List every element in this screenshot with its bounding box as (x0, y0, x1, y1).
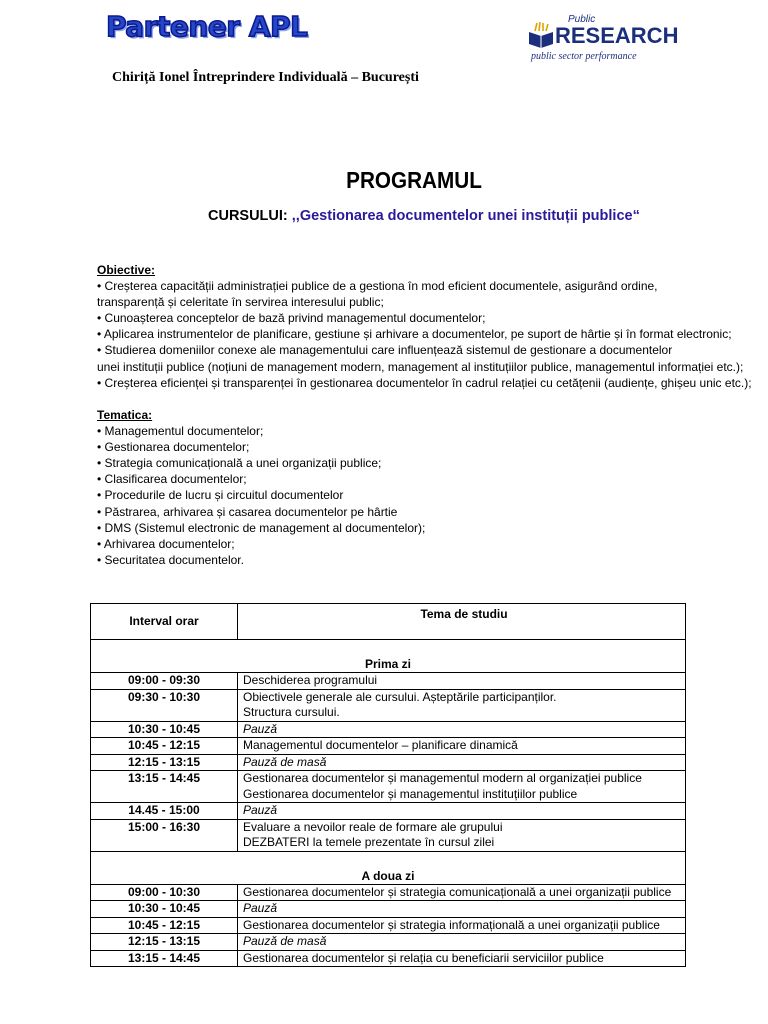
session-topic-line: Deschiderea programului (243, 673, 378, 687)
topic-line: • Păstrarea, arhivarea și casarea documentelor pe hârtie (97, 504, 398, 519)
objective-line: • Creșterea capacității administrației publice de a gestiona în mod eficient documentele, asigurând ordine, (97, 279, 658, 294)
table-row (91, 950, 686, 967)
session-topic-line: Pauză (243, 721, 278, 736)
session-topic (238, 884, 686, 901)
session-topic (238, 738, 686, 755)
objectives-heading: Obiective: (97, 263, 156, 277)
logo-research-text: RESEARCH (555, 23, 679, 48)
session-topic (238, 819, 686, 851)
time-interval: 10:45 - 12:15 (91, 917, 238, 934)
session-topic-line: Gestionarea documentelor și managementul instituțiilor publice (243, 786, 578, 801)
objective-line: • Aplicarea instrumentelor de planificare, gestiune și arhivare a documentelor, pe suport de hârtie și în format electronic; (97, 327, 732, 342)
objective-line: • Studierea domeniilor conexe ale managementului care influențează sistemul de gestionare a documentelor (97, 343, 673, 358)
time-interval: 14.45 - 15:00 (91, 803, 238, 820)
table-row (91, 901, 686, 918)
session-topic (238, 934, 686, 951)
topic-line: • DMS (Sistemul electronic de management al documentelor); (97, 520, 426, 535)
page-title: PROGRAMUL (346, 167, 482, 193)
session-topic-line: Obiectivele generale ale cursului. Așteptările participanților. (243, 689, 557, 704)
topic-line: • Securitatea documentelor. (97, 552, 244, 567)
topic-line: • Clasificarea documentelor; (97, 472, 247, 487)
time-interval: 10:30 - 10:45 (91, 901, 238, 918)
course-name: ,,Gestionarea documentelor unei instituții publice“ (291, 208, 640, 224)
table-row (91, 884, 686, 901)
table-row (91, 754, 686, 771)
time-interval: 09:00 - 09:30 (91, 673, 238, 690)
session-topic-line: Gestionarea documentelor și managementul modern al organizației publice (243, 771, 642, 785)
session-topic-line: Pauză de masă (243, 754, 327, 769)
session-topic-line: Managementul documentelor – planificare dinamică (243, 738, 518, 752)
table-row (91, 738, 686, 755)
topic-line: • Gestionarea documentelor; (97, 440, 250, 455)
session-topic (238, 917, 686, 934)
time-interval: 09:30 - 10:30 (91, 689, 238, 721)
session-topic (238, 689, 686, 721)
session-topic (238, 721, 686, 738)
topic-line: • Arhivarea documentelor; (97, 536, 235, 551)
session-topic-line: Gestionarea documentelor și strategia informațională a unei organizații publice (243, 917, 660, 932)
partener-apl-logo: Partener APL (106, 10, 308, 43)
table-row (91, 934, 686, 951)
day-header-row (91, 851, 686, 884)
session-topic-line: Pauză de masă (243, 934, 327, 948)
day-title: Prima zi (91, 640, 686, 673)
table-row (91, 721, 686, 738)
session-topic (238, 771, 686, 803)
company-name: Chiriță Ionel Întreprindere Individuală – București (112, 70, 419, 85)
objective-line: • Cunoașterea conceptelor de bază privind managementul documentelor; (97, 311, 486, 326)
session-topic-line: Gestionarea documentelor și strategia comunicațională a unei organizații publice (243, 884, 672, 899)
table-row (91, 803, 686, 820)
time-interval: 10:30 - 10:45 (91, 721, 238, 738)
table-header-row (91, 604, 686, 640)
time-interval: 13:15 - 14:45 (91, 950, 238, 967)
time-interval: 12:15 - 13:15 (91, 934, 238, 951)
topic-line: • Managementul documentelor; (97, 424, 264, 439)
session-topic-line: DEZBATERI la temele prezentate în cursul zilei (243, 835, 495, 849)
table-row (91, 673, 686, 690)
day-title: A doua zi (91, 851, 686, 884)
topic-line: • Procedurile de lucru și circuitul documentelor (97, 488, 344, 503)
logo-public-text: Public (568, 14, 596, 25)
table-row (91, 819, 686, 851)
topics-section (97, 407, 425, 568)
time-interval: 15:00 - 16:30 (91, 819, 238, 851)
open-book-icon (527, 22, 555, 48)
table-row (91, 771, 686, 803)
table-row (91, 689, 686, 721)
session-topic (238, 901, 686, 918)
time-interval: 12:15 - 13:15 (91, 754, 238, 771)
objective-line: • Creșterea eficienței și transparenței în gestionarea documentelor în cadrul relației cu cetățenii (audiențe, ghișeu unic etc.); (97, 375, 752, 390)
time-interval: 10:45 - 12:15 (91, 738, 238, 755)
session-topic-line: Evaluare a nevoilor reale de formare ale grupului (243, 819, 503, 834)
column-header-topic: Tema de studiu (238, 604, 686, 640)
time-interval: 13:15 - 14:45 (91, 771, 238, 803)
logo-tagline: public sector performance (531, 51, 637, 62)
public-research-logo (525, 10, 679, 66)
session-topic-line: Pauză (243, 803, 278, 817)
course-label: CURSULUI: (208, 208, 292, 224)
session-topic (238, 803, 686, 820)
day-header-row (91, 640, 686, 673)
schedule-table (90, 603, 686, 967)
objective-line: transparență și celeritate în servirea interesului public; (97, 295, 384, 310)
column-header-time: Interval orar (91, 604, 238, 640)
table-row (91, 917, 686, 934)
session-topic-line: Gestionarea documentelor și relația cu beneficiarii serviciilor publice (243, 950, 604, 965)
session-topic-line: Pauză (243, 901, 278, 915)
objectives-section (97, 262, 752, 391)
session-topic (238, 950, 686, 967)
time-interval: 09:00 - 10:30 (91, 884, 238, 901)
session-topic-line: Structura cursului. (243, 705, 340, 719)
topic-line: • Strategia comunicațională a unei organizații publice; (97, 456, 382, 471)
course-title (208, 208, 640, 224)
session-topic (238, 673, 686, 690)
objective-line: unei instituții publice (noțiuni de management modern, management al instituțiilor publice, managementul informației etc.); (97, 359, 744, 374)
session-topic (238, 754, 686, 771)
topics-heading: Tematica: (97, 408, 153, 422)
